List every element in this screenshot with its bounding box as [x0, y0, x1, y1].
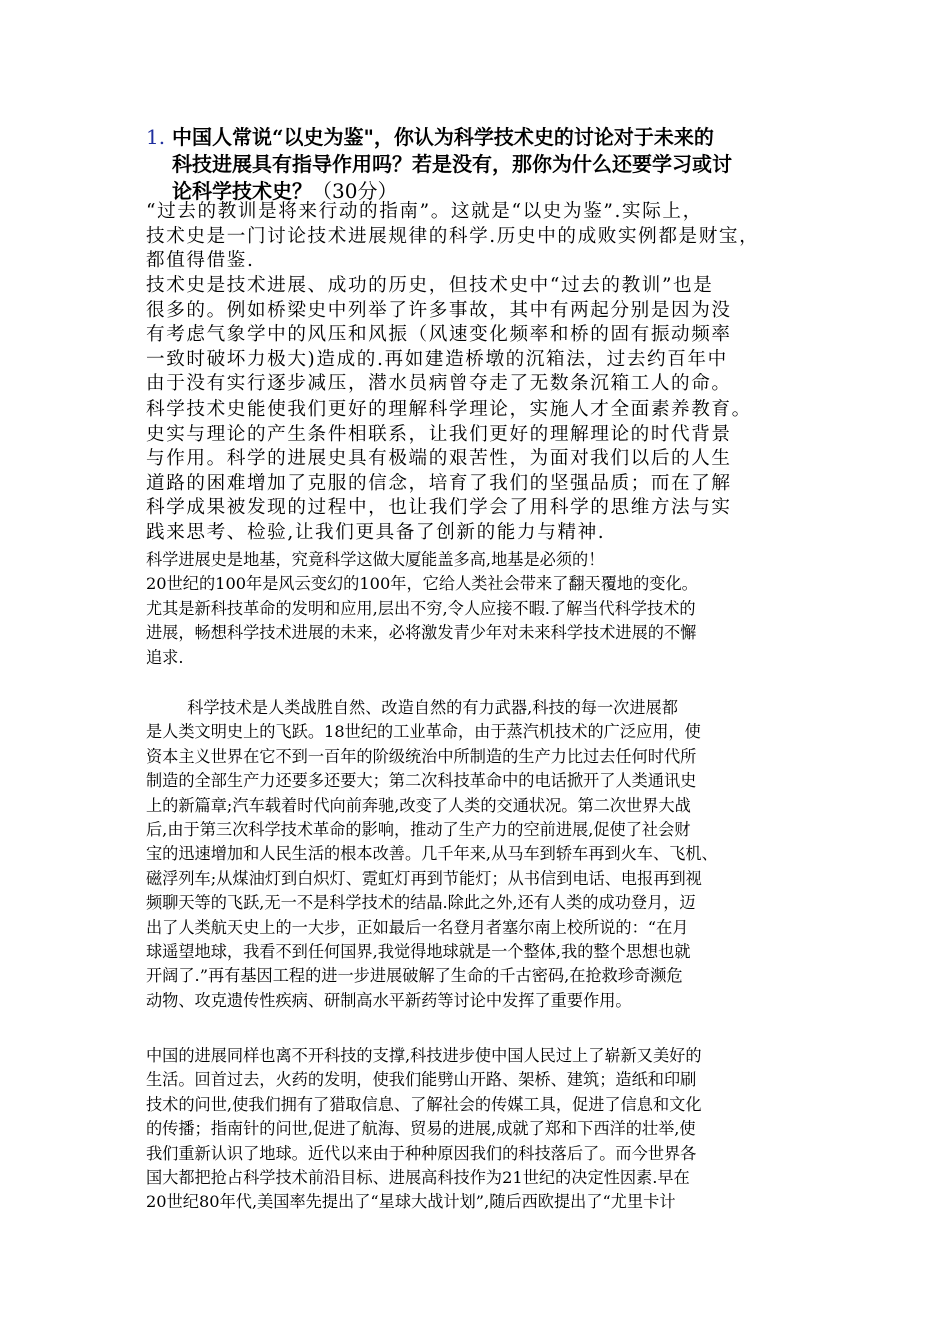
paragraph-line: 出了人类航天史上的一大步，正如最后一名登月者塞尔南上校所说的：“在月	[146, 917, 689, 937]
paragraph-line: 技术的问世,使我们拥有了猎取信息、了解社会的传媒工具，促进了信息和文化	[146, 1094, 702, 1114]
question-line-2: 科技进展具有指导作用吗？若是没有，那你为什么还要学习或讨	[172, 152, 732, 176]
paragraph-line: 宝的迅速增加和人民生活的根本改善。几千年来,从马车到轿车再到火车、飞机、	[146, 844, 718, 864]
question-line-1: 1. 中国人常说“以史为鉴"，你认为科学技术史的讨论对于未来的	[146, 125, 714, 149]
paragraph-line: 开阔了.”再有基因工程的进一步进展破解了生命的千古密码,在抢救珍奇濒危	[146, 966, 683, 986]
paragraph-line: 科学技术是人类战胜自然、改造自然的有力武器,科技的每一次进展都	[146, 698, 678, 717]
paragraph-line: 很多的。例如桥梁史中列举了许多事故，其中有两起分别是因为没	[146, 299, 732, 321]
paragraph-foundation	[146, 548, 826, 670]
paragraph-line: 有考虑气象学中的风压和风振（风速变化频率和桥的固有振动频率	[146, 324, 732, 346]
paragraph-line: 道路的困难增加了克服的信念，培育了我们的坚强品质；而在了解	[146, 472, 732, 494]
question-number: 1.	[146, 125, 166, 149]
paragraph-line: 国大都把抢占科学技术前沿目标、进展高科技作为21世纪的决定性因素.早在	[146, 1168, 690, 1188]
paragraph-line: “过去的教训是将来行动的指南”。这就是“以史为鉴”.实际上，	[146, 201, 703, 222]
paragraph-technology-leaps	[146, 696, 826, 1013]
question-heading	[146, 124, 826, 205]
paragraph-line: 史实与理论的产生条件相联系，让我们更好的理解理论的时代背景	[146, 423, 732, 445]
paragraph-line: 20世纪的100年是风云变幻的100年，它给人类社会带来了翻天覆地的变化。	[146, 574, 698, 594]
paragraph-line: 制造的全部生产力还要多还要大；第二次科技革命中的电话掀开了人类通讯史	[146, 771, 697, 791]
paragraph-line: 中国的进展同样也离不开科技的支撑,科技进步使中国人民过上了崭新又美好的	[146, 1046, 702, 1065]
paragraph-line: 科学成果被发现的过程中，也让我们学会了用科学的思维方法与实	[146, 497, 732, 519]
paragraph-line: 都值得借鉴.	[146, 250, 255, 272]
paragraph-bridge-accidents	[146, 274, 826, 397]
paragraph-line: 与作用。科学的进展史具有极端的艰苦性，为面对我们以后的人生	[146, 448, 732, 470]
paragraph-science-history-value	[146, 398, 826, 546]
paragraph-line: 球遥望地球，我看不到任何国界,我觉得地球就是一个整体,我的整个思想也就	[146, 942, 691, 962]
paragraph-line: 频聊天等的飞跃,无一不是科学技术的结晶.除此之外,还有人类的成功登月，迈	[146, 893, 696, 913]
paragraph-line: 践来思考、检验,让我们更具备了创新的能力与精神.	[146, 521, 606, 543]
paragraph-line: 科学进展史是地基，究竟科学这做大厦能盖多高,地基是必须的！	[146, 550, 605, 569]
question-score: （30分）	[312, 179, 398, 203]
paragraph-line: 磁浮列车;从煤油灯到白炽灯、霓虹灯再到节能灯；从书信到电话、电报再到视	[146, 868, 702, 888]
paragraph-line: 一致时破坏力极大)造成的.再如建造桥墩的沉箱法，过去约百年中	[146, 348, 728, 370]
paragraph-line: 由于没有实行逐步减压，潜水员病曾夺走了无数条沉箱工人的命。	[146, 373, 732, 395]
paragraph-line: 技术史是一门讨论技术进展规律的科学.历史中的成败实例都是财宝，	[146, 225, 760, 247]
paragraph-line: 20世纪80年代,美国率先提出了“星球大战计划”,随后西欧提出了“尤里卡计	[146, 1192, 676, 1212]
paragraph-line: 是人类文明史上的飞跃。18世纪的工业革命，由于蒸汽机技术的广泛应用，使	[146, 722, 701, 742]
paragraph-line: 后,由于第三次科学技术革命的影响，推动了生产力的空前进展,促使了社会财	[146, 820, 691, 840]
paragraph-china-development	[146, 1044, 826, 1215]
paragraph-line: 技术史是技术进展、成功的历史，但技术史中“过去的教训”也是	[146, 275, 714, 296]
paragraph-line: 动物、攻克遗传性疾病、研制高水平新药等讨论中发挥了重要作用。	[146, 990, 632, 1010]
paragraph-line: 尤其是新科技革命的发明和应用,层出不穷,令人应接不暇.了解当代科学技术的	[146, 598, 696, 618]
paragraph-lesson-guide	[146, 200, 826, 274]
paragraph-line: 追求.	[146, 647, 184, 667]
paragraph-line: 资本主义世界在它不到一百年的阶级统治中所制造的生产力比过去任何时代所	[146, 746, 697, 766]
paragraph-line: 进展，畅想科学技术进展的未来，必将激发青少年对未来科学技术进展的不懈	[146, 623, 697, 643]
paragraph-line: 我们重新认识了地球。近代以来由于种种原因我们的科技落后了。而今世界各	[146, 1143, 697, 1163]
paragraph-line: 科学技术史能使我们更好的理解科学理论，实施人才全面素养教育。	[146, 399, 752, 420]
paragraph-line: 的传播；指南针的问世,促进了航海、贸易的进展,成就了郑和下西洋的壮举,使	[146, 1119, 696, 1139]
paragraph-line: 生活。回首过去，火药的发明，使我们能劈山开路、架桥、建筑；造纸和印刷	[146, 1070, 697, 1090]
paragraph-line: 上的新篇章;汽车载着时代向前奔驰,改变了人类的交通状况。第二次世界大战	[146, 795, 691, 815]
question-line-3: 论科学技术史？（30分）	[172, 179, 398, 203]
